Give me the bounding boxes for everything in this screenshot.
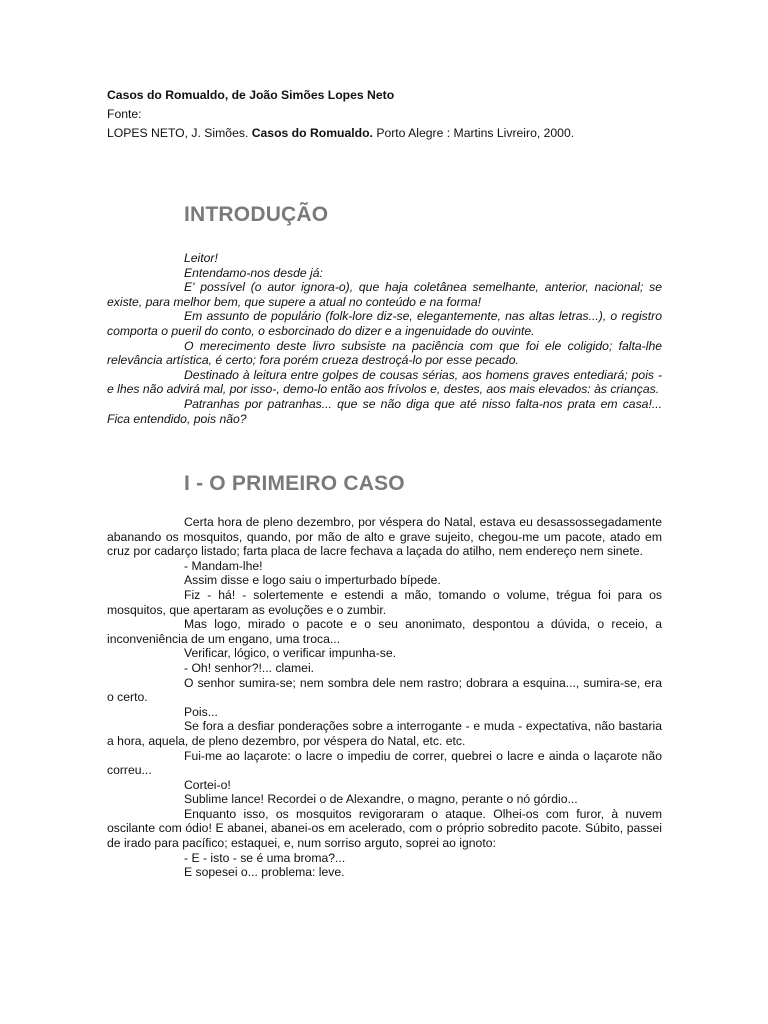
chapter-paragraph: Sublime lance! Recordei o de Alexandre, o magno, perante o nó górdio... bbox=[184, 792, 578, 807]
reference-publisher: Porto Alegre : Martins Livreiro, 2000. bbox=[372, 126, 575, 140]
chapter-paragraph: Fui-me ao laçarote: o lacre o impediu de correr, quebrei o lacre e ainda o laçarote não correu... bbox=[107, 748, 662, 778]
chapter-heading: I - O PRIMEIRO CASO bbox=[184, 472, 405, 495]
chapter-paragraph: E sopesei o... problema: leve. bbox=[184, 865, 345, 880]
chapter-paragraph: Certa hora de pleno dezembro, por véspera do Natal, estava eu desassossegadamente abanando os mosquitos, quando, por mão de alto e grave sujeito, chegou-me um pacote, atado em cruz por cadarço listado; farta placa de lacre fechava a laçada do atilho, nem endereço nem sinete. bbox=[107, 515, 662, 559]
intro-paragraph: O merecimento deste livro subsiste na paciência com que foi ele coligido; falta-lhe relevância artística, é certo; fora porém crueza destroçá-lo por esse pecado. bbox=[107, 338, 662, 368]
chapter-paragraph: Verificar, lógico, o verificar impunha-se. bbox=[184, 646, 397, 661]
source-header bbox=[107, 86, 667, 143]
source-label: Fonte: bbox=[107, 107, 142, 121]
chapter-paragraph: - Oh! senhor?!... clamei. bbox=[184, 660, 315, 675]
chapter-paragraph: Fiz - há! - solertemente e estendi a mão, tomando o volume, trégua foi para os mosquitos, que apertaram as evoluções e o zumbir. bbox=[107, 587, 662, 617]
chapter-paragraph: Pois... bbox=[184, 704, 218, 719]
document-title: Casos do Romualdo, de João Simões Lopes Neto bbox=[107, 88, 395, 102]
intro-paragraph: Em assunto de populário (folk-lore diz-se, elegantemente, nas altas letras...), o registro comporta o pueril do conto, o esborcinado do dizer e a ingenuidade do ouvinte. bbox=[107, 309, 662, 338]
chapter-paragraph: Se fora a desfiar ponderações sobre a interrogante - e muda - expectativa, não bastaria a hora, aquela, de pleno dezembro, por véspera do Natal, etc. etc. bbox=[107, 719, 662, 748]
intro-paragraph: Patranhas por patranhas... que se não diga que até nisso falta-nos prata em casa!... Fica entendido, pois não? bbox=[107, 396, 662, 426]
chapter-paragraph: Enquanto isso, os mosquitos revigoraram o ataque. Olhei-os com furor, à nuvem oscilante com ódio! E abanei, abanei-os em acelerado, com o próprio sobredito pacote. Súbito, passei de irado para pacífico; estaquei, e, num sorriso arguto, soprei ao ignoto: bbox=[107, 806, 662, 851]
chapter-text bbox=[107, 515, 662, 880]
reference-book-title: Casos do Romualdo. bbox=[251, 126, 373, 140]
intro-paragraph: Leitor! bbox=[184, 251, 218, 265]
chapter-paragraph: Assim disse e logo saiu o imperturbado bípede. bbox=[184, 573, 441, 588]
chapter-paragraph: Cortei-o! bbox=[184, 777, 231, 792]
chapter-paragraph: - Mandam-lhe! bbox=[184, 558, 263, 573]
introduction-heading: INTRODUÇÃO bbox=[184, 203, 329, 226]
intro-paragraph: Destinado à leitura entre golpes de cousas sérias, aos homens graves entediará; pois - e lhes não advirá mal, por isso-, demo-lo então aos frívolos e, destes, aos mais elevados: às crianças. bbox=[107, 367, 662, 397]
intro-paragraph: Entendamo-nos desde já: bbox=[184, 265, 323, 280]
introduction-text bbox=[107, 251, 662, 426]
reference-author: LOPES NETO, J. Simões. bbox=[107, 126, 252, 140]
intro-paragraph: E' possível (o autor ignora-o), que haja coletânea semelhante, anterior, nacional; se existe, para melhor bem, que supere a atual no conteúdo e na forma! bbox=[107, 280, 662, 309]
chapter-paragraph: - E - isto - se é uma broma?... bbox=[184, 850, 346, 865]
chapter-paragraph: Mas logo, mirado o pacote e o seu anonimato, despontou a dúvida, o receio, a inconveniência de um engano, uma troca... bbox=[107, 617, 662, 646]
chapter-paragraph: O senhor sumira-se; nem sombra dele nem rastro; dobrara a esquina..., sumira-se, era o certo. bbox=[107, 675, 662, 705]
source-reference bbox=[107, 124, 667, 143]
